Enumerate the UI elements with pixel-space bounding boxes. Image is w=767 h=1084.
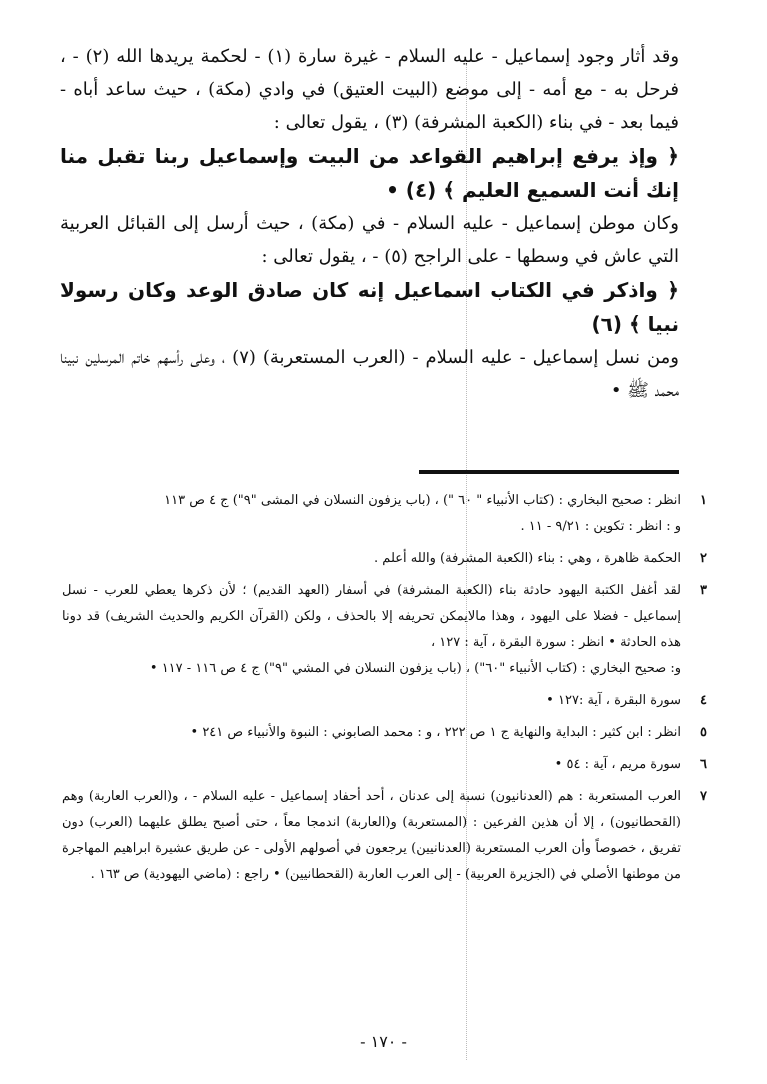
footnotes	[62, 488, 707, 894]
footnote-text: سورة البقرة ، آية :١٢٧ •	[546, 693, 681, 708]
main-text	[60, 40, 697, 407]
footnote-number: ٢	[700, 551, 707, 566]
footnote-text: الحكمة ظاهرة ، وهي : بناء (الكعبة المشرفة) والله أعلم .	[374, 551, 681, 566]
footnote-number: ٦	[700, 757, 707, 772]
footnote	[62, 546, 707, 572]
quran-verse-2: ﴿ واذكر في الكتاب اسماعيل إنه كان صادق الوعد وكان رسولا نبيا ﴾ (٦)	[60, 278, 679, 336]
footnote-text: لقد أغفل الكتبة اليهود حادثة بناء (الكعبة المشرفة) في أسفار (العهد القديم) ؛ لأن ذكرها يعطي للعرب - نسل إسماعيل - فضلا على اليهود ، وهذا مالايمكن تحريفه إلا بالحذف ، ولكن (القرآن الكريم والحديث الشريف) قد دونا هذه الحادثة • انظر : سورة البقرة ، آية : ١٢٧ ،	[62, 583, 681, 650]
footnote-number: ١	[700, 493, 707, 508]
paragraph-1: وقد أثار وجود إسماعيل - عليه السلام - غيرة سارة (١) - لحكمة يريدها الله (٢) - ، فرحل به - مع أمه - إلى موضع (البيت العتيق) في وادي (مكة) ، حيث ساعد أباه - فيما بعد - في بناء (الكعبة المشرفة) (٣) ، يقول تعالى :	[60, 46, 680, 133]
footnote-separator	[419, 470, 679, 474]
footnote-number: ٧	[700, 789, 707, 804]
footnote-text: و: صحيح البخاري : (كتاب الأنبياء "٦٠") ، (باب يزفون النسلان في المشي "٩") ج ٤ ص ١١٦ - ١١٧ •	[149, 661, 681, 676]
footnote-number: ٤	[700, 693, 707, 708]
footnote-number: ٣	[700, 583, 707, 598]
footnote	[62, 688, 707, 714]
footnote-number: ٥	[700, 725, 707, 740]
footnote-text: و : انظر : تكوين : ٩/٢١ - ١١ .	[520, 519, 681, 534]
footnote-text: العرب المستعربة : هم (العدنانيون) نسبة إلى عدنان ، أحد أحفاد إسماعيل - عليه السلام - ، و(العرب العاربة) وهم (القحطانيون) ، إلا أن هذين الفرعين : (المستعربة) و(العاربة) اندمجا معاً ، حتى أصبح يطلق عليهما (العرب) دون تفريق ، خصوصاً وأن العرب المستعربة (العدنانيين) يرجعون في أصولهم الأولى - عن طريق عشيرة ابراهيم المهاجرة من موطنها الأصلي في (الجزيرة العربية) - إلى العرب العاربة (القحطانيين) • راجع : (ماضي اليهودية) ص ١٦٣ .	[62, 789, 681, 882]
footnote-text: انظر : ابن كثير : البداية والنهاية ج ١ ص ٢٢٢ ، و : محمد الصابوني : النبوة والأنبياء ص ٢٤١ •	[190, 725, 681, 740]
footnote	[62, 488, 707, 540]
paragraph-3: ومن نسل إسماعيل - عليه السلام - (العرب المستعربة) (٧) ، وعلى رأسهم خاتم المرسلين نبينا محمد ﷺ •	[60, 347, 679, 401]
footnote	[62, 578, 707, 682]
paragraph-2: وكان موطن إسماعيل - عليه السلام - في (مكة) ، حيث أرسل إلى القبائل العربية التي عاش في وسطها - على الراجح (٥) - ، يقول تعالى :	[60, 213, 679, 267]
footnote-text: انظر : صحيح البخاري : (كتاب الأنبياء " ٦٠ ") ، (باب يزفون النسلان في المشى "٩") ج ٤ ص ١١٣	[164, 493, 681, 508]
footnote	[62, 720, 707, 746]
footnote	[62, 784, 707, 888]
footnote	[62, 752, 707, 778]
footnote-text: سورة مريم ، آية : ٥٤ •	[554, 757, 681, 772]
quran-verse-1: ﴿ وإذ يرفع إبراهيم القواعد من البيت وإسماعيل ربنا تقبل منا إنك أنت السميع العليم ﴾ (٤) •	[60, 144, 679, 202]
page-number: - ١٧٠ -	[360, 1032, 407, 1051]
